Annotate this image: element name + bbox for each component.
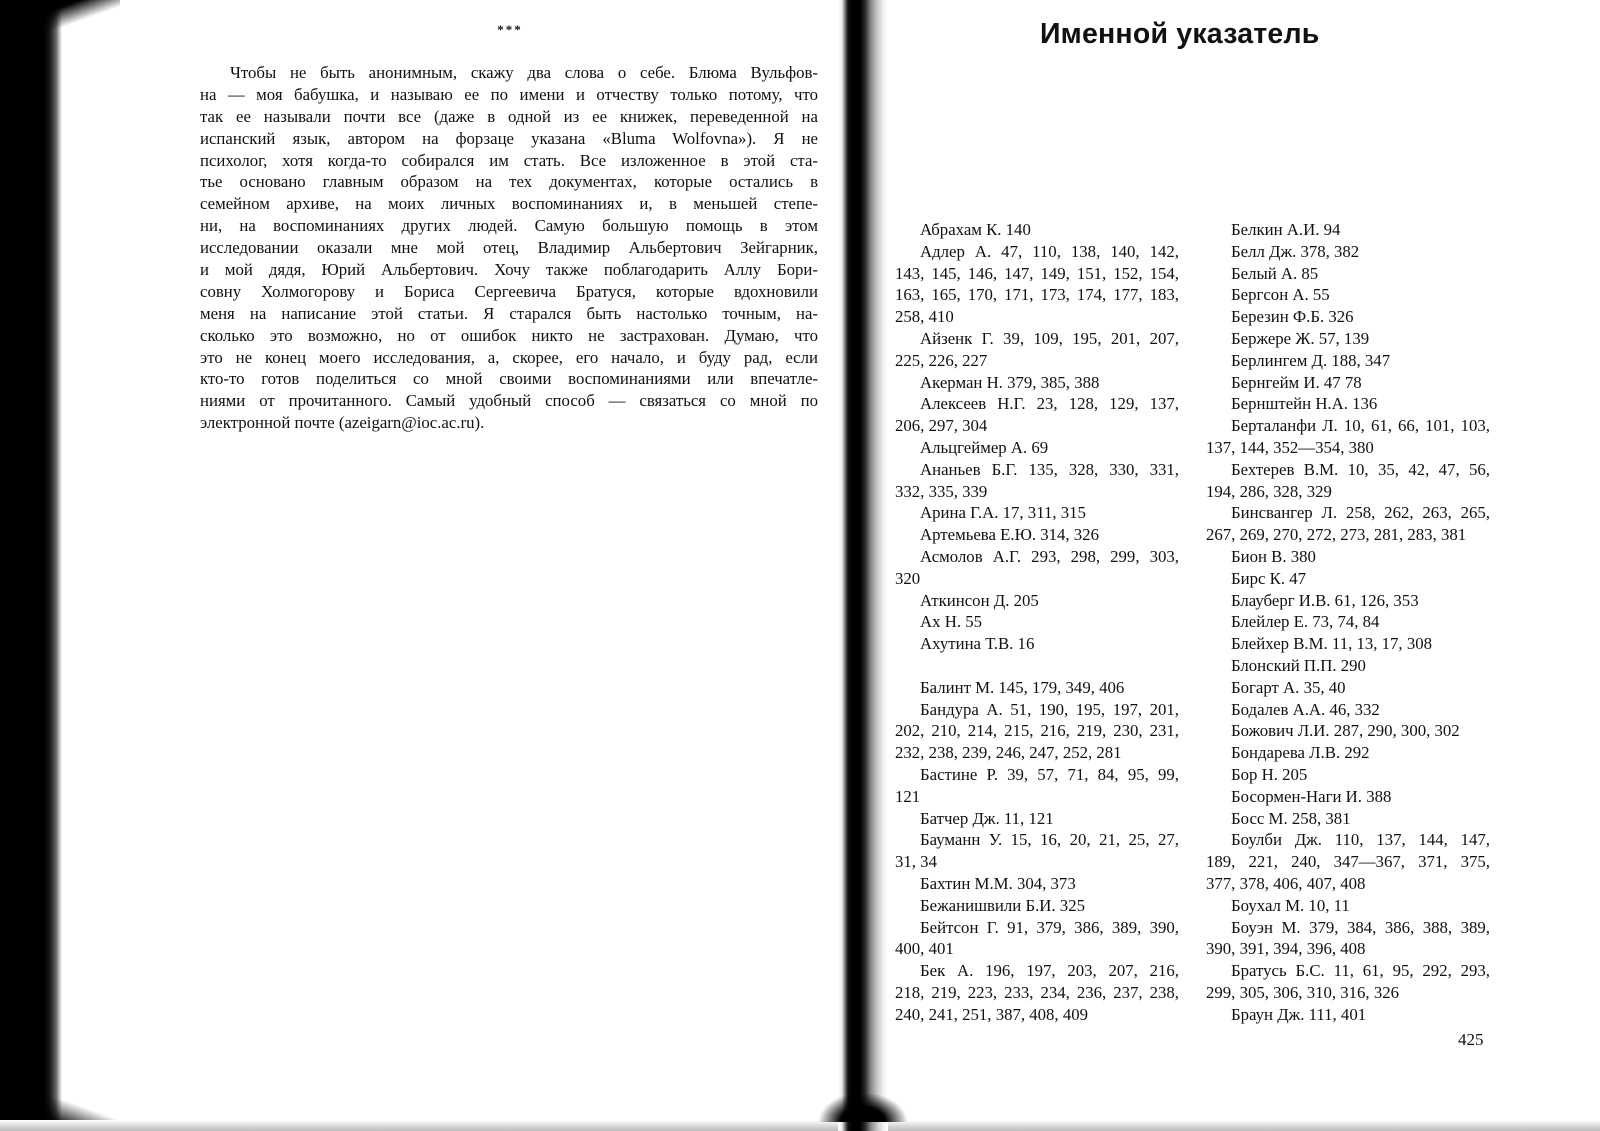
paragraph-line: кто-то готов поделиться со мной своими воспоминаниями или впечатле- <box>200 369 818 389</box>
paragraph-line: электронной почте (azeigarn@ioc.ac.ru). <box>200 413 485 433</box>
index-entry-line: Босс М. 258, 381 <box>1231 808 1351 828</box>
index-entry <box>1206 677 1490 699</box>
index-entry-line: Ах Н. 55 <box>920 612 982 632</box>
scan-left-edge <box>0 0 62 1131</box>
index-entry-line: Ананьев Б.Г. 135, 328, 330, 331, <box>920 459 1179 479</box>
index-entry-line: Батчер Дж. 11, 121 <box>920 808 1054 828</box>
index-entry <box>1206 808 1490 830</box>
paragraph-line: ниями от прочитанного. Самый удобный способ — связаться со мной по <box>200 391 818 411</box>
page-number: 425 <box>1458 1030 1484 1049</box>
index-entry <box>1206 459 1490 503</box>
index-entry-line: Альцгеймер А. 69 <box>920 437 1049 457</box>
index-entry <box>895 546 1179 590</box>
index-entry <box>895 372 1179 394</box>
index-entry-line: Артемьева Е.Ю. 314, 326 <box>920 525 1099 545</box>
index-entry <box>895 895 1179 917</box>
index-entry-line: 194, 286, 328, 329 <box>1206 481 1332 501</box>
book-gutter <box>838 0 888 1131</box>
index-entry-line: 189, 221, 240, 347—367, 371, 375, <box>1206 852 1490 872</box>
index-entry-line: 31, 34 <box>895 852 937 872</box>
index-entry-line: Ахутина Т.В. 16 <box>920 634 1035 654</box>
index-entry-line: Боухал М. 10, 11 <box>1231 895 1350 915</box>
paragraph-line: так ее называли почти все (даже в одной из ее книжек, переведенной на <box>200 106 818 126</box>
index-entry-line: 390, 391, 394, 396, 408 <box>1206 939 1366 959</box>
index-entry-line: 320 <box>895 568 921 588</box>
index-entry <box>1206 611 1490 633</box>
index-entry <box>1206 502 1490 546</box>
index-entry-line: Белл Дж. 378, 382 <box>1231 241 1360 261</box>
right-page <box>890 0 1600 1131</box>
paragraph-line: ни, на воспоминаниях других людей. Самую большую помощь в этом <box>200 216 818 236</box>
index-entry-line: Бержере Ж. 57, 139 <box>1231 328 1370 348</box>
index-entry-line: Босормен-Наги И. 388 <box>1231 786 1392 806</box>
index-entry-line: Берталанфи Л. 10, 61, 66, 101, 103, <box>1231 416 1490 436</box>
index-entry <box>895 328 1179 372</box>
index-entry <box>1206 415 1490 459</box>
index-entry-line: Берлингем Д. 188, 347 <box>1231 350 1391 370</box>
index-entry-line: 137, 144, 352—354, 380 <box>1206 437 1374 457</box>
index-entry-line: Айзенк Г. 39, 109, 195, 201, 207, <box>920 328 1179 348</box>
index-entry <box>1206 546 1490 568</box>
index-entry <box>1206 328 1490 350</box>
index-entry <box>895 393 1179 437</box>
index-entry <box>1206 742 1490 764</box>
index-entry-line: Блонский П.П. 290 <box>1231 655 1366 675</box>
paragraph-line: это не конец моего исследования, а, скорее, его начало, и буду рад, если <box>200 347 818 367</box>
scan-corner-top <box>0 0 120 40</box>
index-entry-line: Асмолов А.Г. 293, 298, 299, 303, <box>920 546 1179 566</box>
index-entry <box>1206 1004 1490 1026</box>
index-entry <box>895 699 1179 764</box>
left-page <box>200 0 820 1131</box>
index-entry-line: Блауберг И.В. 61, 126, 353 <box>1231 590 1419 610</box>
index-entry <box>1206 568 1490 590</box>
paragraph-line: тье основано главным образом на тех документах, которые остались в <box>200 172 818 192</box>
index-entry-line: Бергсон А. 55 <box>1231 285 1330 305</box>
index-entry <box>895 917 1179 961</box>
index-entry <box>895 437 1179 459</box>
index-entry-line: Бек А. 196, 197, 203, 207, 216, <box>920 961 1179 981</box>
index-entry <box>895 764 1179 808</box>
index-entry <box>895 502 1179 524</box>
index-entry <box>1206 350 1490 372</box>
index-entry-line: Аткинсон Д. 205 <box>920 590 1039 610</box>
index-entry <box>1206 263 1490 285</box>
index-entry-line: 400, 401 <box>895 939 954 959</box>
index-entry-line: Бондарева Л.В. 292 <box>1231 743 1370 763</box>
index-entry-line: 232, 238, 239, 246, 247, 252, 281 <box>895 743 1122 763</box>
section-separator: *** <box>497 22 523 37</box>
index-entry-line: Адлер А. 47, 110, 138, 140, 142, <box>920 241 1179 261</box>
index-entry-line: Бахтин М.М. 304, 373 <box>920 873 1076 893</box>
index-entry <box>1206 829 1490 894</box>
page-title: Именной указатель <box>1040 18 1320 50</box>
index-entry <box>895 873 1179 895</box>
paragraph-line: и мой дядя, Юрий Альбертович. Хочу также поблагодарить Аллу Бори- <box>200 260 818 280</box>
index-entry-line: 258, 410 <box>895 307 954 327</box>
index-entry-line: Бор Н. 205 <box>1231 764 1308 784</box>
index-entry <box>895 633 1179 655</box>
index-entry <box>1206 284 1490 306</box>
index-entry <box>1206 720 1490 742</box>
index-entry-line: 143, 145, 146, 147, 149, 151, 152, 154, <box>895 263 1179 283</box>
index-entry-line: Бинсвангер Л. 258, 262, 263, 265, <box>1231 503 1490 523</box>
index-entry-line: Бастине Р. 39, 57, 71, 84, 95, 99, <box>920 764 1179 784</box>
index-entry-line: Абрахам К. 140 <box>920 220 1031 239</box>
paragraph-line: на — моя бабушка, и называю ее по имени и отчеству только потому, что <box>200 84 818 104</box>
paragraph-line: Чтобы не быть анонимным, скажу два слова о себе. Блюма Вульфов- <box>230 63 818 82</box>
index-entry-line: 299, 305, 306, 310, 316, 326 <box>1206 982 1399 1002</box>
index-entry <box>895 524 1179 546</box>
index-entry <box>1206 895 1490 917</box>
index-entry-line: Бандура А. 51, 190, 195, 197, 201, <box>920 699 1179 719</box>
paragraph-line: сколько это возможно, но от ошибок никто не застрахован. Думаю, что <box>200 325 818 345</box>
index-entry-line: Арина Г.А. 17, 311, 315 <box>920 503 1086 523</box>
index-entry-line: Алексеев Н.Г. 23, 128, 129, 137, <box>920 394 1179 414</box>
index-entry <box>1206 960 1490 1004</box>
index-entry-line: Белкин А.И. 94 <box>1231 220 1341 239</box>
index-entry-line: Блейлер Е. 73, 74, 84 <box>1231 612 1380 632</box>
index-entry <box>1206 590 1490 612</box>
index-entry <box>1206 764 1490 786</box>
index-column-1 <box>895 219 1179 1025</box>
index-entry-line: Бион В. 380 <box>1231 546 1316 566</box>
index-entry-line: Богарт А. 35, 40 <box>1231 677 1346 697</box>
index-entry-line: Бернштейн Н.А. 136 <box>1231 394 1378 414</box>
index-entry <box>1206 633 1490 655</box>
index-entry <box>895 960 1179 1025</box>
index-entry <box>1206 655 1490 677</box>
index-entry-line: Бернгейм И. 47 78 <box>1231 372 1362 392</box>
letter-group-gap <box>895 655 1179 677</box>
index-entry-line: Бежанишвили Б.И. 325 <box>920 895 1085 915</box>
index-entry-line: Бехтерев В.М. 10, 35, 42, 47, 56, <box>1231 459 1490 479</box>
index-entry <box>895 459 1179 503</box>
index-entry-line: Братусь Б.С. 11, 61, 95, 292, 293, <box>1231 961 1490 981</box>
index-entry <box>1206 786 1490 808</box>
index-entry <box>1206 241 1490 263</box>
index-entry-line: Бейтсон Г. 91, 379, 386, 389, 390, <box>920 917 1179 937</box>
index-entry-line: 240, 241, 251, 387, 408, 409 <box>895 1004 1088 1024</box>
index-entry <box>895 808 1179 830</box>
index-entry <box>1206 917 1490 961</box>
index-entry <box>895 677 1179 699</box>
index-entry-line: Балинт М. 145, 179, 349, 406 <box>920 677 1125 697</box>
afterword-paragraph <box>200 62 818 434</box>
paragraph-line: испанский язык, автором на форзаце указана «Bluma Wolfovna»). Я не <box>200 128 818 148</box>
index-entry <box>1206 306 1490 328</box>
index-entry-line: Акерман Н. 379, 385, 388 <box>920 372 1100 392</box>
index-entry-line: Бауманн У. 15, 16, 20, 21, 25, 27, <box>920 830 1179 850</box>
index-entry-line: Блейхер В.М. 11, 13, 17, 308 <box>1231 634 1432 654</box>
index-entry-line: Белый А. 85 <box>1231 263 1319 283</box>
index-entry-line: 225, 226, 227 <box>895 350 988 370</box>
paragraph-line: психолог, хотя когда-то собирался им стать. Все изложенное в этой ста- <box>200 150 818 170</box>
index-entry-line: 332, 335, 339 <box>895 481 988 501</box>
index-entry-line: 163, 165, 170, 171, 173, 174, 177, 183, <box>895 285 1179 305</box>
index-entry-line: 377, 378, 406, 407, 408 <box>1206 873 1366 893</box>
index-entry <box>1206 699 1490 721</box>
index-entry <box>1206 372 1490 394</box>
index-entry-line: Боулби Дж. 110, 137, 144, 147, <box>1231 830 1490 850</box>
index-entry <box>1206 219 1490 241</box>
paragraph-line: исследовании оказали мне мой отец, Владимир Альбертович Зейгарник, <box>200 238 818 258</box>
index-entry-line: 121 <box>895 786 921 806</box>
index-entry-line: Бирс К. 47 <box>1231 568 1307 588</box>
index-entry-line: Божович Л.И. 287, 290, 300, 302 <box>1231 721 1460 741</box>
paragraph-line: семейном архиве, на моих личных воспоминаниях и, в меньшей степе- <box>200 194 818 214</box>
index-entry-line: Березин Ф.Б. 326 <box>1231 307 1354 327</box>
index-entry-line: Браун Дж. 111, 401 <box>1231 1004 1367 1024</box>
index-entry <box>895 611 1179 633</box>
index-entry-line: 202, 210, 214, 215, 216, 219, 230, 231, <box>895 721 1179 741</box>
index-entry-line: Бодалев А.А. 46, 332 <box>1231 699 1380 719</box>
paragraph-line: совну Холмогорову и Бориса Сергеевича Братуся, которые вдохновили <box>200 281 818 301</box>
index-entry <box>895 219 1179 241</box>
index-column-2 <box>1206 219 1490 1025</box>
index-entry <box>1206 393 1490 415</box>
paragraph-line: меня на написание этой статьи. Я старался быть настолько точным, на- <box>200 303 818 323</box>
index-entry <box>895 829 1179 873</box>
index-entry <box>895 241 1179 328</box>
index-entry-line: 218, 219, 223, 233, 234, 236, 237, 238, <box>895 982 1179 1002</box>
index-entry-line: 267, 269, 270, 272, 273, 281, 283, 381 <box>1206 525 1467 545</box>
index-entry-line: 206, 297, 304 <box>895 416 988 436</box>
index-entry-line: Боуэн М. 379, 384, 386, 388, 389, <box>1231 917 1490 937</box>
index-entry <box>895 590 1179 612</box>
